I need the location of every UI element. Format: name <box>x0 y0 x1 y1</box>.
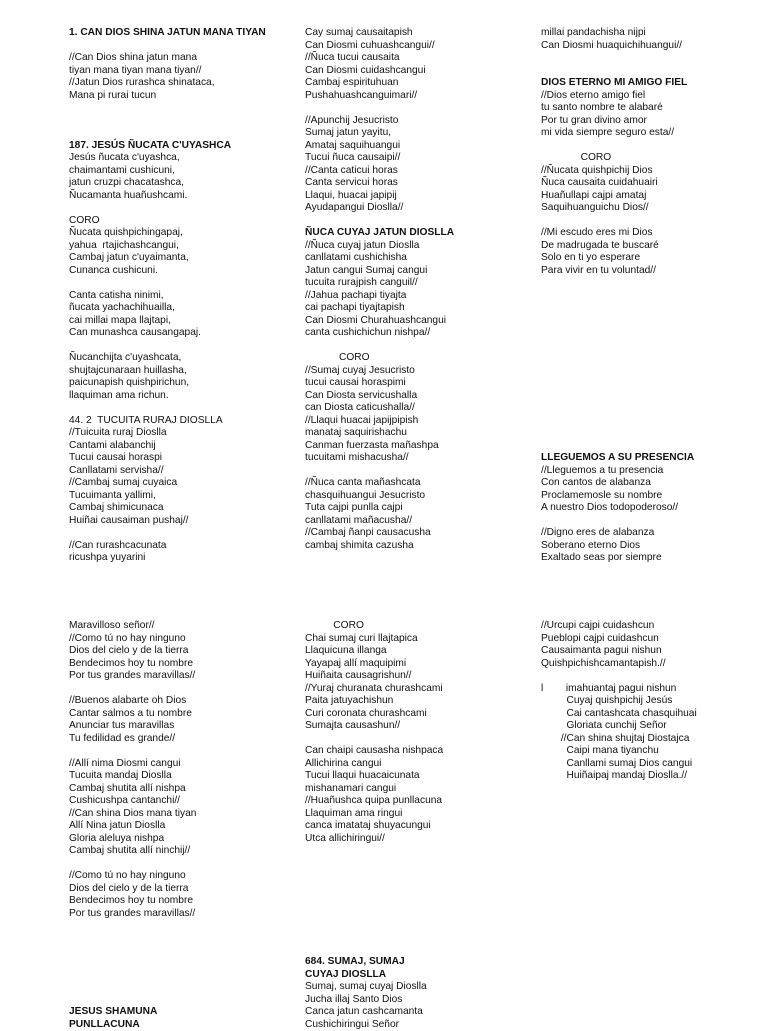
lyric-line: tucui causai horaspimi <box>305 377 540 390</box>
lyric-line: Por tus grandes maravillas// <box>69 908 304 921</box>
lyric-line: //Ñuca canta mañashcata <box>305 477 540 490</box>
lyric-line: Huiñai causaiman pushaj// <box>69 515 304 528</box>
lyric-line: Cushichiringui Señor <box>305 1019 540 1031</box>
song-title: DIOS ETERNO MI AMIGO FIEL <box>541 77 768 90</box>
blank-line <box>541 402 768 415</box>
blank-line <box>305 733 540 746</box>
lyric-line: Curi coronata churashcami <box>305 708 540 721</box>
lyric-line: Llaquiman ama ringui <box>305 808 540 821</box>
lyric-line: Cambaj shimicunaca <box>69 502 304 515</box>
lyric-line: //Sumaj cuyaj Jesucristo <box>305 365 540 378</box>
lyric-line: canta cushichichun nishpa// <box>305 327 540 340</box>
lyric-line: //Yuraj churanata churashcami <box>305 683 540 696</box>
lyric-line: Caipi mana tiyanchu <box>541 745 768 758</box>
lyric-line: Cambaj shutita allí nishpa <box>69 783 304 796</box>
blank-line <box>69 202 304 215</box>
lyric-line: Mana pi rurai tucun <box>69 90 304 103</box>
blank-line <box>541 670 768 683</box>
lyric-line: //Dios eterno amigo fiel <box>541 90 768 103</box>
lyric-line: Quishpichishcamantapish.// <box>541 658 768 671</box>
lyric-line: ñucata yachachihuailla, <box>69 302 304 315</box>
lyric-line: Chai sumaj curi llajtapica <box>305 633 540 646</box>
blank-line <box>69 127 304 140</box>
lyric-line: cai pachapi tiyajtapish <box>305 302 540 315</box>
blank-line <box>69 277 304 290</box>
lyric-line: //Lleguemos a tu presencia <box>541 465 768 478</box>
lyric-line: //Tuicuita ruraj Dioslla <box>69 427 304 440</box>
lyric-line: tucuita rurajpish canguil// <box>305 277 540 290</box>
lyric-line: //Digno eres de alabanza <box>541 527 768 540</box>
lyric-line: Causaimanta pagui nishun <box>541 645 768 658</box>
lyric-line: De madrugada te buscaré <box>541 240 768 253</box>
song-title: JESUS SHAMUNA <box>69 1006 304 1019</box>
lyric-line: Gloriata cunchij Señor <box>541 720 768 733</box>
lyric-line: //Jatun Dios rurashca shinataca, <box>69 77 304 90</box>
lyric-line: Can chaipi causasha nishpaca <box>305 745 540 758</box>
lyric-line: Tuta cajpi punlla cajpi <box>305 502 540 515</box>
lyric-line: Dios del cielo y de la tierra <box>69 645 304 658</box>
lyric-line: A nuestro Dios todopoderoso// <box>541 502 768 515</box>
blank-line <box>541 377 768 390</box>
blank-line <box>305 215 540 228</box>
lyric-line: Tu fedilidad es grande// <box>69 733 304 746</box>
lyric-line: Paita jatuyachishun <box>305 695 540 708</box>
lyric-line: Saquihuanguichu Dios// <box>541 202 768 215</box>
lyric-line: cambaj shimita cazusha <box>305 540 540 553</box>
lyric-line: //Llaqui huacai japijpipish <box>305 415 540 428</box>
lyric-line: tucuitami mishacusha// <box>305 452 540 465</box>
lyric-line: Cambaj jatun c'uyaimanta, <box>69 252 304 265</box>
lyric-line: Ñuca causaita cuidahuairi <box>541 177 768 190</box>
lyric-line: Can Diosmi huaquichihuangui// <box>541 40 768 53</box>
song-title: 1. CAN DIOS SHINA JATUN MANA TIYAN <box>69 27 304 40</box>
lyric-line: Huañullapi cajpi amataj <box>541 190 768 203</box>
lyric-line: Pueblopi cajpi cuidashcun <box>541 633 768 646</box>
blank-line <box>69 402 304 415</box>
lyric-line: Ñucanchijta c'uyashcata, <box>69 352 304 365</box>
blank-line <box>541 440 768 453</box>
lyric-line: Canllami sumaj Dios cangui <box>541 758 768 771</box>
lyric-line: Cai cantashcata chasquihuai <box>541 708 768 721</box>
column-1-top <box>69 27 304 565</box>
blank-line <box>305 465 540 478</box>
lyric-line: Can Diosta servicushalla <box>305 390 540 403</box>
lyric-line: //Huañushca quipa punllacuna <box>305 795 540 808</box>
blank-line <box>541 427 768 440</box>
lyric-line: Sumajta causashun// <box>305 720 540 733</box>
lyric-line: 44. 2 TUCUITA RURAJ DIOSLLA <box>69 415 304 428</box>
lyric-line: Yayapaj allí maquipimi <box>305 658 540 671</box>
lyric-line: Cantami alabanchij <box>69 440 304 453</box>
lyric-line: //Mi escudo eres mi Dios <box>541 227 768 240</box>
lyric-line: Jucha illaj Santo Dios <box>305 994 540 1007</box>
lyric-line: CORO <box>305 352 540 365</box>
lyric-line: Tucuimanta yallimi, <box>69 490 304 503</box>
lyric-line: Llaqui, huacai japipij <box>305 190 540 203</box>
lyric-line: Cantar salmos a tu nombre <box>69 708 304 721</box>
blank-line <box>69 745 304 758</box>
lyric-line: yahua rtajichashcangui, <box>69 240 304 253</box>
lyric-line: Canca jatun cashcamanta <box>305 1006 540 1019</box>
lyric-line: //Apunchij Jesucristo <box>305 115 540 128</box>
lyric-line: Por tu gran divino amor <box>541 115 768 128</box>
lyric-line: canllatami mañacusha// <box>305 515 540 528</box>
song-title: CUYAJ DIOSLLA <box>305 969 540 982</box>
lyric-line: //Ñuca tucui causaita <box>305 52 540 65</box>
lyric-line: Utca allichiringui// <box>305 833 540 846</box>
lyric-line: paicunapish quishpirichun, <box>69 377 304 390</box>
lyric-line: chaimantami cushicuni, <box>69 165 304 178</box>
lyric-line: Por tus grandes maravillas// <box>69 670 304 683</box>
blank-line <box>69 858 304 871</box>
lyric-line: Bendecimos hoy tu nombre <box>69 895 304 908</box>
lyric-line: Cuyaj quishpichij Jesús <box>541 695 768 708</box>
lyric-line: Cambaj shutita allí ninchij// <box>69 845 304 858</box>
lyric-line: Ayudapangui Dioslla// <box>305 202 540 215</box>
lyric-line: Huiñaipaj mandaj Dioslla.// <box>541 770 768 783</box>
blank-line <box>69 527 304 540</box>
lyric-line: mi vida siempre seguro esta// <box>541 127 768 140</box>
lyric-line: //Can shina Dios mana tiyan <box>69 808 304 821</box>
lyric-line: //Como tú no hay ninguno <box>69 870 304 883</box>
lyric-line: Sumaj, sumaj cuyaj Dioslla <box>305 981 540 994</box>
lyric-line: //Como tú no hay ninguno <box>69 633 304 646</box>
blank-line <box>541 327 768 340</box>
column-2-top <box>305 27 540 552</box>
song-title: PUNLLACUNA <box>69 1019 304 1031</box>
lyric-line: CORO <box>305 620 540 633</box>
song-title: 187. JESÚS ÑUCATA C'UYASHCA <box>69 140 304 153</box>
lyric-line: Can Diosmi Churahuashcangui <box>305 315 540 328</box>
lyric-line: Para vivir en tu voluntad// <box>541 265 768 278</box>
lyric-line: //Can rurashcacunata <box>69 540 304 553</box>
lyric-line: manataj saquirishachu <box>305 427 540 440</box>
lyric-line: Solo en ti yo esperare <box>541 252 768 265</box>
blank-line <box>69 40 304 53</box>
lyric-line: Exaltado seas por siempre <box>541 552 768 565</box>
lyric-line: Can Diosmi cuidashcangui <box>305 65 540 78</box>
lyric-line: Canman fuerzasta mañashpa <box>305 440 540 453</box>
lyric-line: //Cambaj sumaj cuyaica <box>69 477 304 490</box>
blank-line <box>541 390 768 403</box>
lyric-line: Ñucamanta huañushcami. <box>69 190 304 203</box>
lyric-line: Can munashca causangapaj. <box>69 327 304 340</box>
blank-line <box>69 102 304 115</box>
lyric-line: tu santo nombre te alabaré <box>541 102 768 115</box>
blank-line <box>541 65 768 78</box>
lyric-line: //Ñuca cuyaj jatun Dioslla <box>305 240 540 253</box>
lyric-line: //Buenos alabarte oh Dios <box>69 695 304 708</box>
blank-line <box>541 277 768 290</box>
lyric-line: Tucui ñuca causaipi// <box>305 152 540 165</box>
column-1-middle <box>69 620 304 920</box>
lyric-line: Soberano eterno Dios <box>541 540 768 553</box>
lyric-line: Sumaj jatun yayitu, <box>305 127 540 140</box>
lyric-line: tiyan mana tiyan mana tiyan// <box>69 65 304 78</box>
column-2-bottom <box>305 956 540 1031</box>
lyric-line: Tucui llaqui huacaicunata <box>305 770 540 783</box>
lyric-line: Amataj saquihuangui <box>305 140 540 153</box>
lyric-line: Allichirina cangui <box>305 758 540 771</box>
song-title: LLEGUEMOS A SU PRESENCIA <box>541 452 768 465</box>
lyric-line: Gloria aleluya nishpa <box>69 833 304 846</box>
blank-line <box>69 683 304 696</box>
blank-line <box>541 140 768 153</box>
lyric-line: l imahuantaj pagui nishun <box>541 683 768 696</box>
lyric-line: Cay sumaj causaitapish <box>305 27 540 40</box>
lyric-line: Huiñaita causagrishun// <box>305 670 540 683</box>
lyric-line: ricushpa yuyarini <box>69 552 304 565</box>
blank-line <box>541 215 768 228</box>
blank-line <box>541 352 768 365</box>
lyric-line: Tucuita mandaj Dioslla <box>69 770 304 783</box>
lyric-line: //Urcupi cajpi cuidashcun <box>541 620 768 633</box>
blank-line <box>305 102 540 115</box>
lyric-line: Allí Nina jatun Dioslla <box>69 820 304 833</box>
lyric-line: //Can Dios shina jatun mana <box>69 52 304 65</box>
column-3-middle <box>541 620 768 783</box>
blank-line <box>541 365 768 378</box>
lyric-line: Jesús ñucata c'uyashca, <box>69 152 304 165</box>
lyric-line: Cunanca cushicuni. <box>69 265 304 278</box>
lyric-line: Proclamemosle su nombre <box>541 490 768 503</box>
blank-line <box>541 290 768 303</box>
lyric-line: Can Diosmi cuhuashcangui// <box>305 40 540 53</box>
blank-line <box>541 340 768 353</box>
lyric-line: canllatami cushichisha <box>305 252 540 265</box>
lyric-line: Ñucata quishpichingapaj, <box>69 227 304 240</box>
lyric-line: chasquihuangui Jesucristo <box>305 490 540 503</box>
lyric-line: Maravilloso señor// <box>69 620 304 633</box>
lyric-line: mishanamari cangui <box>305 783 540 796</box>
lyric-line: //Allí nima Diosmi cangui <box>69 758 304 771</box>
lyric-line: Cushicushpa cantanchi// <box>69 795 304 808</box>
blank-line <box>541 302 768 315</box>
lyric-line: jatun cruzpi chacatashca, <box>69 177 304 190</box>
blank-line <box>541 415 768 428</box>
blank-line <box>541 52 768 65</box>
lyric-line: millai pandachisha nijpi <box>541 27 768 40</box>
blank-line <box>69 340 304 353</box>
lyric-line: Con cantos de alabanza <box>541 477 768 490</box>
lyric-line: Jatun cangui Sumaj cangui <box>305 265 540 278</box>
blank-line <box>541 515 768 528</box>
song-title: ÑUCA CUYAJ JATUN DIOSLLA <box>305 227 540 240</box>
blank-line <box>69 115 304 128</box>
lyric-line: Canta catisha ninimi, <box>69 290 304 303</box>
lyric-line: Dios del cielo y de la tierra <box>69 883 304 896</box>
lyric-line: cai millai mapa llajtapi, <box>69 315 304 328</box>
lyric-line: CORO <box>69 215 304 228</box>
lyric-line: shujtajcunaraan huillasha, <box>69 365 304 378</box>
lyric-line: CORO <box>541 152 768 165</box>
column-3-top <box>541 27 768 565</box>
lyric-line: canca imatataj shuyacungui <box>305 820 540 833</box>
lyric-line: Canta servicui horas <box>305 177 540 190</box>
column-2-middle <box>305 620 540 845</box>
lyric-line: //Can shina shujtaj Diostajca <box>541 733 768 746</box>
lyric-line: llaquiman ama richun. <box>69 390 304 403</box>
column-1-bottom <box>69 1006 304 1031</box>
lyric-line: Llaquicuna illanga <box>305 645 540 658</box>
lyric-line: Tucui causai horaspi <box>69 452 304 465</box>
song-title: 684. SUMAJ, SUMAJ <box>305 956 540 969</box>
lyric-line: Anunciar tus maravillas <box>69 720 304 733</box>
lyric-line: can Diosta caticushalla// <box>305 402 540 415</box>
lyric-line: //Cambaj ñanpi causacusha <box>305 527 540 540</box>
lyric-line: Bendecimos hoy tu nombre <box>69 658 304 671</box>
blank-line <box>305 340 540 353</box>
lyric-line: Cambaj espirituhuan <box>305 77 540 90</box>
lyric-line: Canllatami servisha// <box>69 465 304 478</box>
lyric-line: //Canta caticui horas <box>305 165 540 178</box>
lyric-line: //Jahua pachapi tiyajta <box>305 290 540 303</box>
lyric-line: //Ñucata quishpichij Dios <box>541 165 768 178</box>
lyric-line: Pushahuashcanguimari// <box>305 90 540 103</box>
blank-line <box>541 315 768 328</box>
